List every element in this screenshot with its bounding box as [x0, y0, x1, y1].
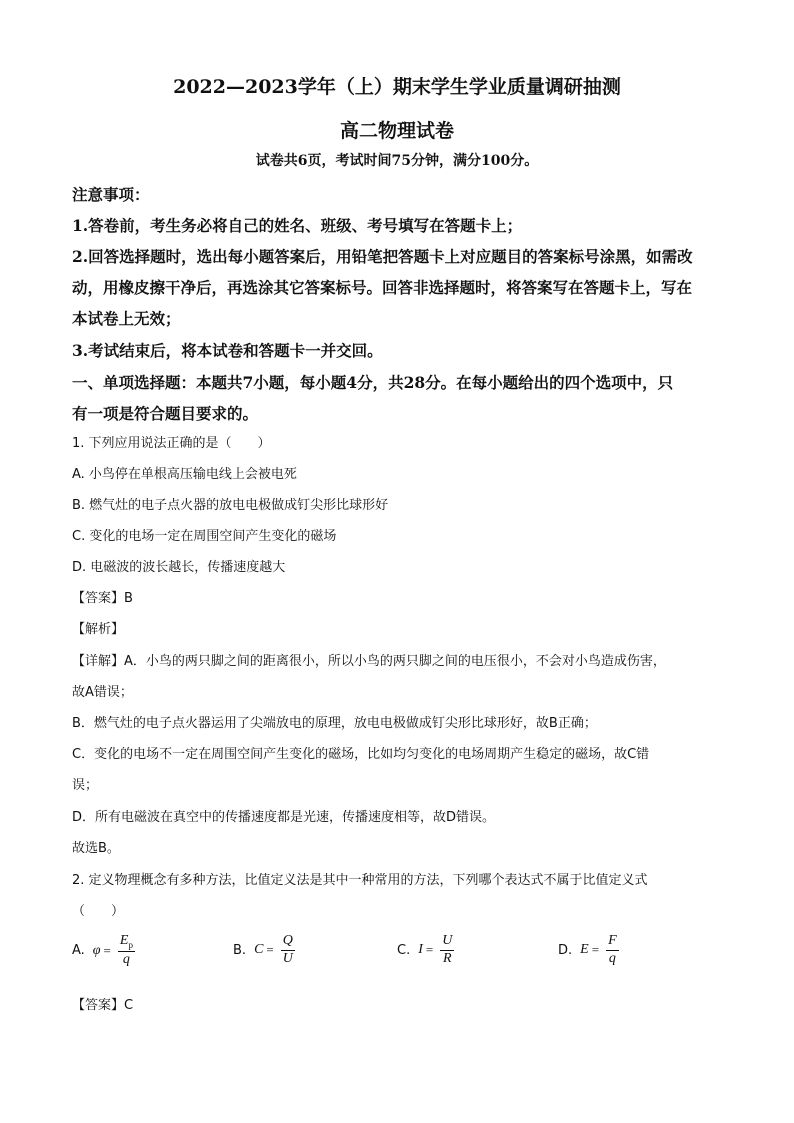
formula-denominator: U	[282, 950, 293, 966]
formula-numerator: F	[606, 934, 619, 951]
option-label: C.	[397, 942, 411, 958]
notes-line: 2.回答选择题时，选出每小题答案后，用铅笔把答题卡上对应题目的答案标号涂黑，如需改	[72, 247, 693, 266]
q1-detail-line: 误；	[72, 778, 99, 793]
notes-line: 1.答卷前，考生务必将自己的姓名、班级、考号填写在答题卡上；	[72, 216, 523, 235]
formula-numerator: Q	[281, 934, 295, 951]
option-label: A.	[72, 943, 85, 959]
q1-detail-line: C．变化的电场不一定在周围空间产生变化的磁场，比如均匀变化的电场周期产生稳定的磁场，故C错	[72, 747, 650, 762]
formula-lhs: φ	[92, 942, 101, 958]
formula-lhs: E	[580, 942, 589, 958]
q1-analysis-tag: 【解析】	[72, 622, 125, 637]
formula-numerator: U	[440, 934, 454, 951]
q1-detail-line: B．燃气灶的电子点火器运用了尖端放电的原理，放电电极做成钉尖形比球形好，故B正确；	[72, 716, 597, 731]
option-label: B.	[233, 942, 247, 958]
notes-heading: 注意事项：	[72, 185, 150, 204]
option-label: D.	[558, 942, 573, 958]
notes-line: 本试卷上无效；	[72, 309, 181, 328]
notes-line: 3.考试结束后，将本试卷和答题卡一并交回。	[72, 341, 383, 360]
q2-option-d: D. E = $\frac{F}{q}$	[558, 933, 617, 966]
formula-denominator: q	[608, 950, 616, 966]
q1-detail-line: D．所有电磁波在真空中的传播速度都是光速，传播速度相等，故D错误。	[72, 810, 496, 825]
q2-option-a: A. φ = $\frac{E_p}{q}$	[72, 933, 133, 968]
q1-detail-line: 【详解】A．小鸟的两只脚之间的距离很小，所以小鸟的两只脚之间的电压很小，不会对小鸟造成伤害，	[72, 654, 666, 669]
exam-info: 试卷共6页，考试时间75分钟，满分100分。	[255, 153, 539, 169]
formula-fraction	[440, 934, 454, 966]
question-1-stem: 1. 下列应用说法正确的是（ ）	[72, 436, 271, 451]
formula-numerator: E	[119, 933, 129, 948]
formula-fraction	[606, 934, 619, 966]
q1-detail-line: 故A错误；	[72, 685, 133, 700]
q1-option-d: D. 电磁波的波长越长，传播速度越大	[72, 560, 286, 575]
exam-subtitle: 高二物理试卷	[339, 120, 454, 142]
q1-option-c: C. 变化的电场一定在周围空间产生变化的磁场	[72, 529, 337, 544]
q1-answer: 【答案】B	[72, 591, 133, 606]
section-heading: 一、单项选择题：本题共7小题，每小题4分，共28分。在每小题给出的四个选项中，只	[72, 373, 674, 392]
q1-detail-line: 故选B。	[72, 841, 120, 856]
formula-numerator-subscript: p	[128, 939, 133, 950]
formula-lhs: I	[418, 942, 423, 958]
notes-line: 动，用橡皮擦干净后，再选涂其它答案标号。回答非选择题时，将答案写在答题卡上，写在	[72, 278, 693, 297]
section-heading: 有一项是符合题目要求的。	[72, 404, 259, 423]
q2-option-c: C. I = $\frac{U}{R}$	[397, 933, 453, 966]
q2-option-b: B. C = $\frac{Q}{U}$	[233, 933, 293, 966]
formula-lhs: C	[254, 942, 264, 958]
q1-option-a: A. 小鸟停在单根高压输电线上会被电死	[72, 467, 297, 482]
q1-option-b: B. 燃气灶的电子点火器的放电电极做成钉尖形比球形好	[72, 498, 389, 513]
formula-denominator: q	[122, 952, 130, 968]
formula-fraction	[118, 934, 135, 968]
question-2-stem-cont: （ ）	[72, 904, 125, 919]
formula-denominator: R	[443, 950, 452, 966]
q2-answer: 【答案】C	[72, 998, 134, 1013]
question-2-stem: 2. 定义物理概念有多种方法，比值定义法是其中一种常用的方法，下列哪个表达式不属于比值定义式	[72, 873, 648, 888]
formula-fraction	[281, 934, 295, 966]
exam-title: 2022—2023学年（上）期末学生学业质量调研抽测	[173, 76, 621, 98]
